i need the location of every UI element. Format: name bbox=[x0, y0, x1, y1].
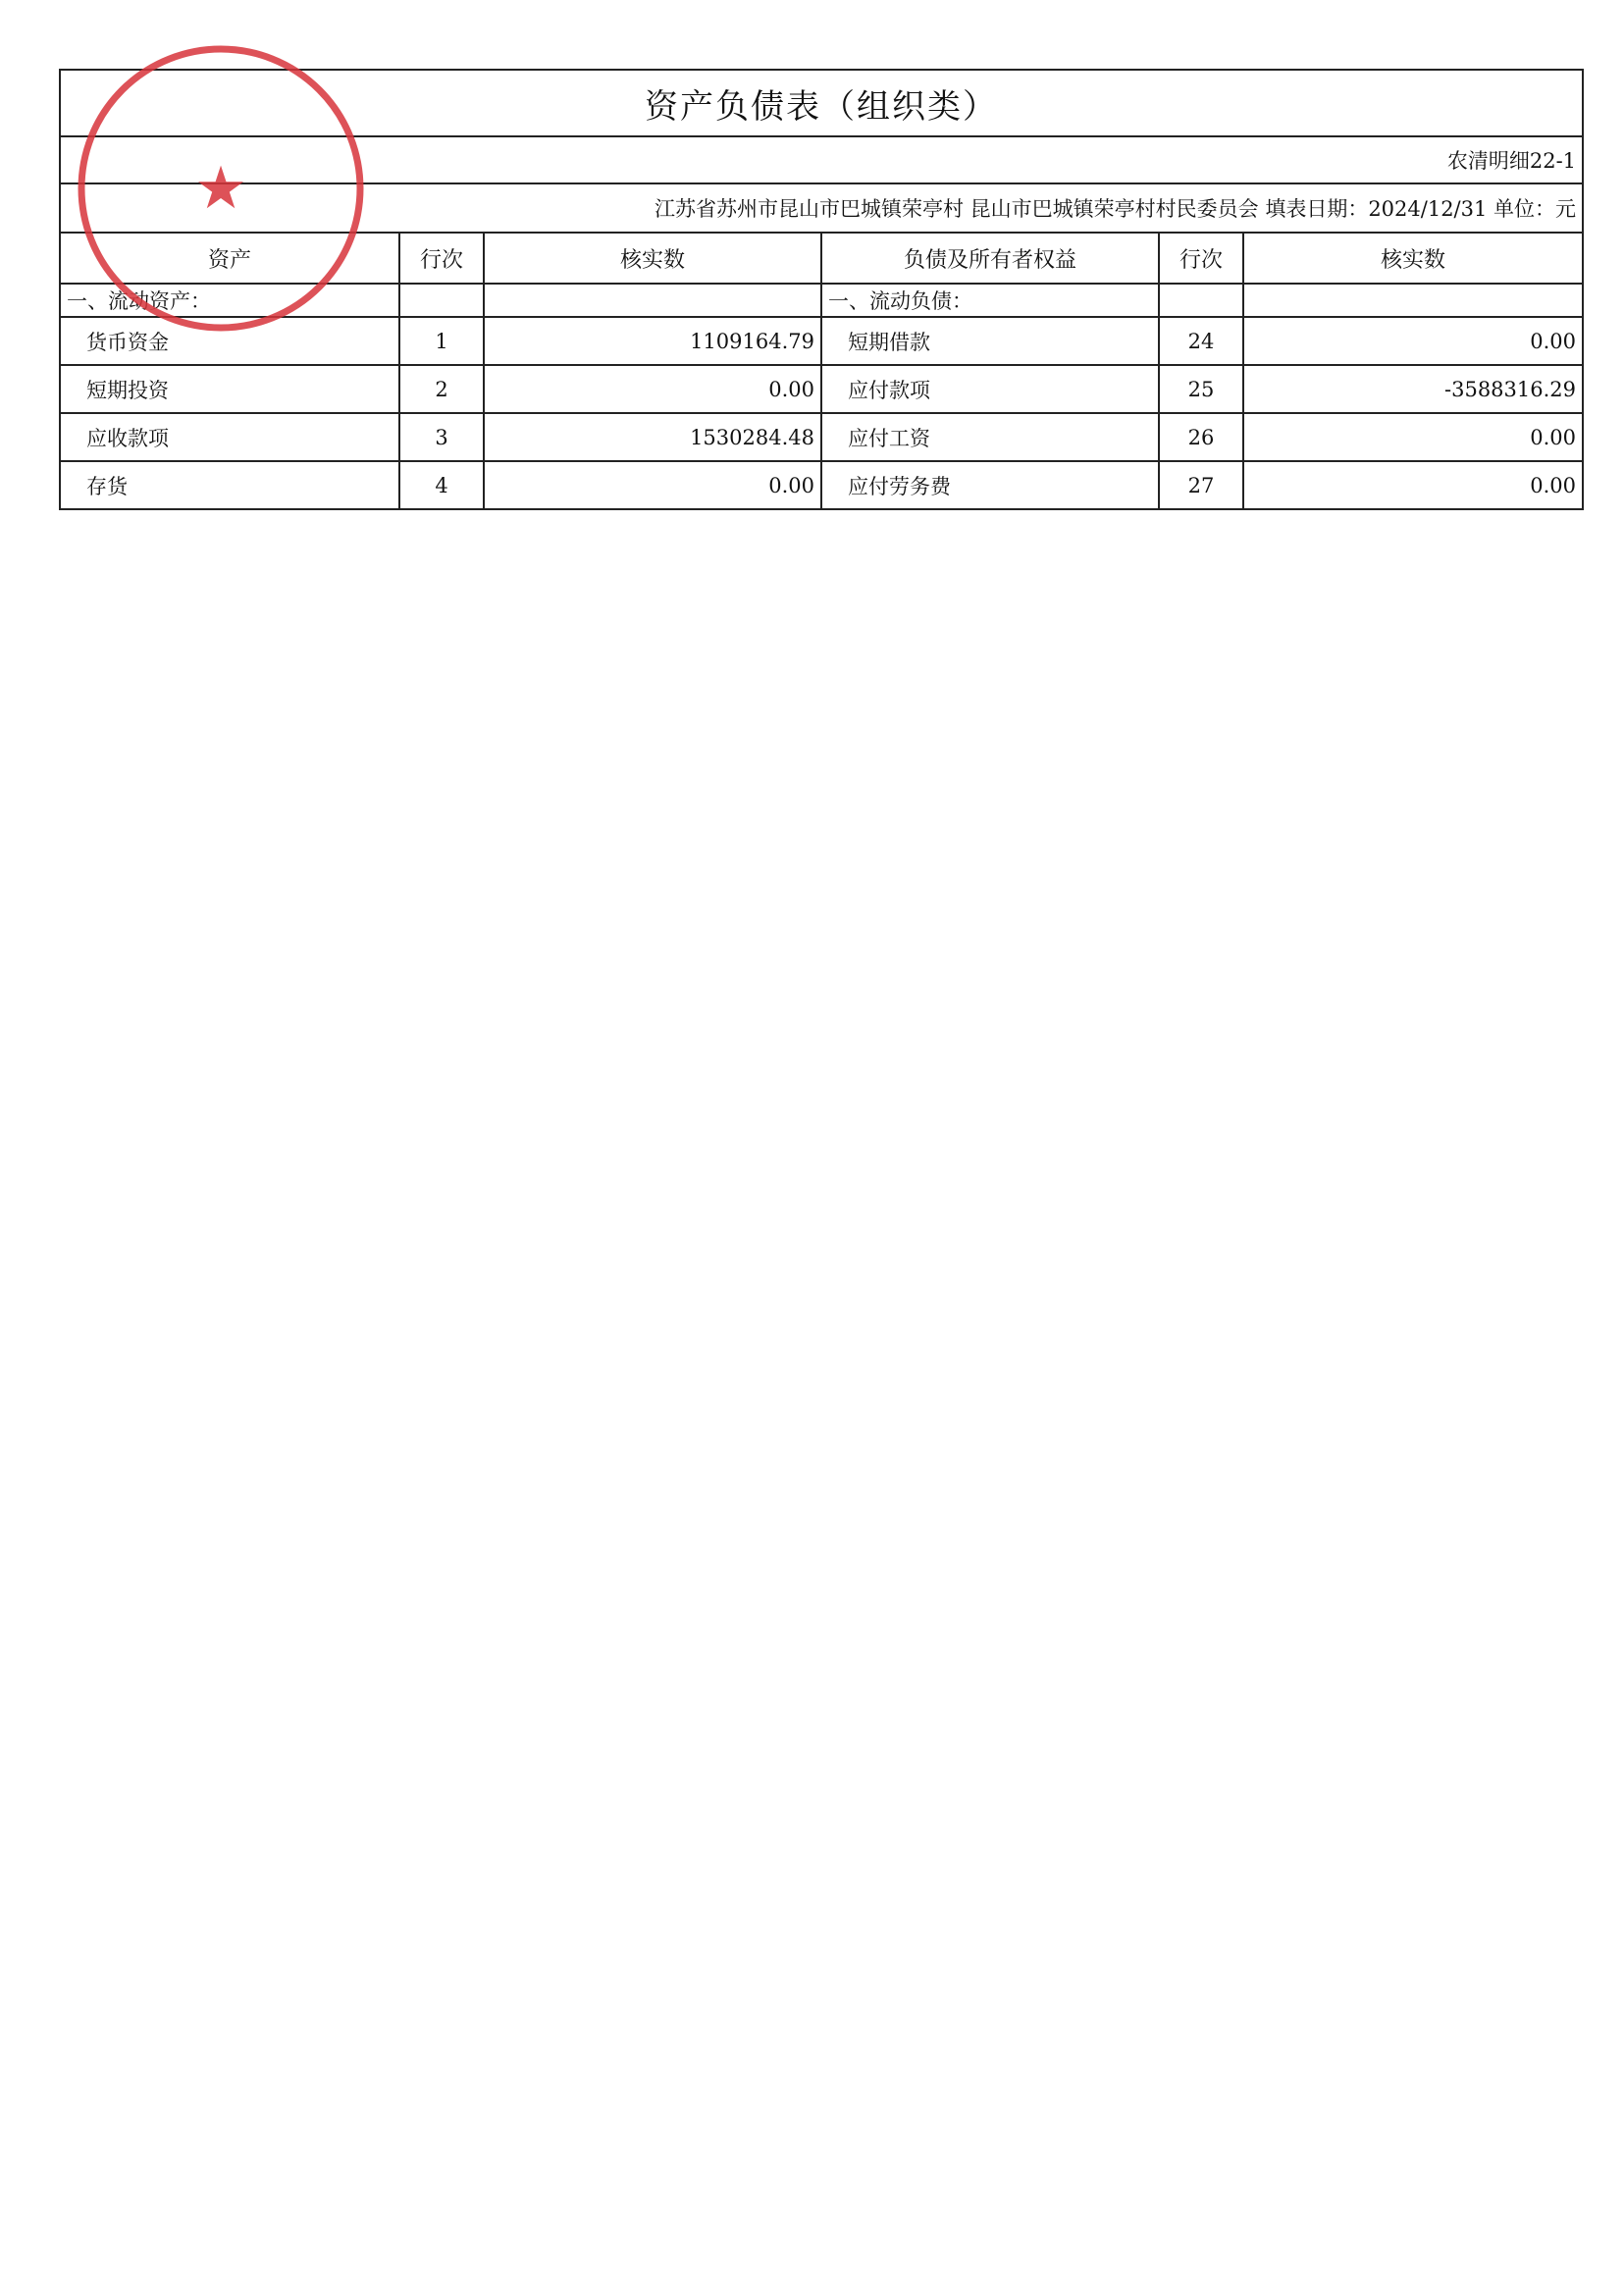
asset-value: 0.00 bbox=[484, 365, 821, 413]
page-title: 资产负债表（组织类） bbox=[60, 70, 1583, 136]
liability-name: 短期借款 bbox=[821, 317, 1159, 365]
liability-line: 26 bbox=[1159, 413, 1243, 461]
asset-line: 4 bbox=[399, 461, 484, 509]
asset-line: 2 bbox=[399, 365, 484, 413]
asset-line: 3 bbox=[399, 413, 484, 461]
liability-value: 0.00 bbox=[1243, 461, 1583, 509]
table-row bbox=[60, 413, 1583, 461]
official-stamp bbox=[74, 41, 368, 336]
header-line2: 行次 bbox=[1159, 233, 1243, 284]
liability-value: 0.00 bbox=[1243, 413, 1583, 461]
asset-line: 1 bbox=[399, 317, 484, 365]
stamp-star-icon: ★ bbox=[194, 154, 247, 223]
liability-value: -3588316.29 bbox=[1243, 365, 1583, 413]
header-line: 行次 bbox=[399, 233, 484, 284]
liability-value: 0.00 bbox=[1243, 317, 1583, 365]
info-line: 江苏省苏州市昆山市巴城镇荣亭村 昆山市巴城镇荣亭村村民委员会 填表日期：2024/12/31 单位：元 bbox=[60, 183, 1583, 233]
table-row bbox=[60, 365, 1583, 413]
liability-name: 应付款项 bbox=[821, 365, 1159, 413]
asset-name: 应收款项 bbox=[60, 413, 399, 461]
section-current-liabilities: 一、流动负债： bbox=[821, 284, 1159, 317]
liability-name: 应付劳务费 bbox=[821, 461, 1159, 509]
asset-name: 短期投资 bbox=[60, 365, 399, 413]
liability-line: 25 bbox=[1159, 365, 1243, 413]
header-asset: 资产 bbox=[60, 233, 399, 284]
liability-line: 24 bbox=[1159, 317, 1243, 365]
asset-value: 1530284.48 bbox=[484, 413, 821, 461]
header-amount2: 核实数 bbox=[1243, 233, 1583, 284]
asset-name: 货币资金 bbox=[60, 317, 399, 365]
liability-line: 27 bbox=[1159, 461, 1243, 509]
asset-name: 存货 bbox=[60, 461, 399, 509]
asset-value: 0.00 bbox=[484, 461, 821, 509]
section-current-assets: 一、流动资产： bbox=[60, 284, 399, 317]
table-row bbox=[60, 461, 1583, 509]
header-amount: 核实数 bbox=[484, 233, 821, 284]
liability-name: 应付工资 bbox=[821, 413, 1159, 461]
asset-value: 1109164.79 bbox=[484, 317, 821, 365]
form-code: 农清明细22-1 bbox=[60, 136, 1583, 183]
header-liability: 负债及所有者权益 bbox=[821, 233, 1159, 284]
